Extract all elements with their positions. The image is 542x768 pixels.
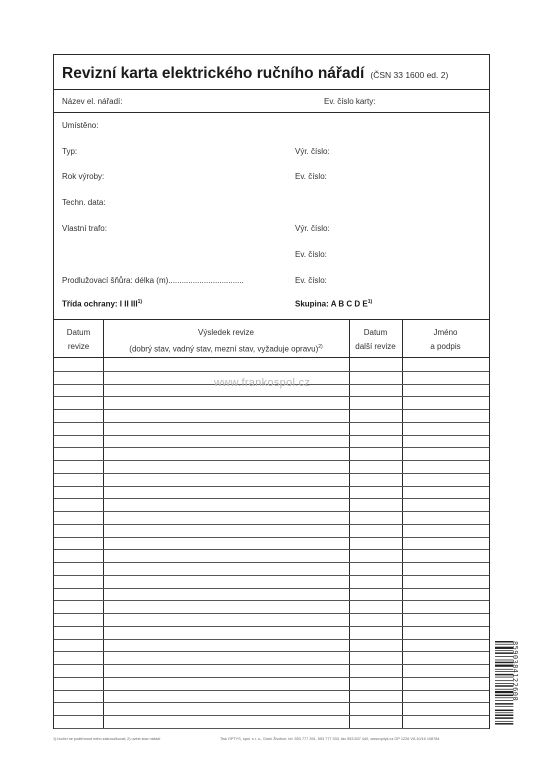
tool-name-label: Název el. nářadí: [62, 97, 123, 106]
header-revision-result [103, 326, 349, 357]
footer-notes: 1) hodící se podtrhnout nebo zakroužkovat; 2) uvést stav nářadí [53, 737, 161, 741]
table-row [54, 588, 489, 589]
protection-class-label [62, 299, 142, 309]
header-revision-date [54, 326, 103, 354]
table-row [54, 511, 489, 512]
own-transformer-label: Vlastní trafo: [62, 224, 107, 233]
trafo-serial-label: Výr. číslo: [295, 224, 330, 233]
table-header [54, 320, 489, 358]
table-row [54, 473, 489, 474]
table-row [54, 613, 489, 614]
evidence-label: Ev. číslo: [295, 172, 327, 181]
table-row [54, 524, 489, 525]
header-revision-result-line2 [103, 340, 349, 357]
header-next-revision-line1: Datum [363, 328, 388, 337]
table-row [54, 537, 489, 538]
table-row [54, 486, 489, 487]
serial-label: Výr. číslo: [295, 147, 330, 156]
table-rows [54, 358, 489, 728]
table-row [54, 715, 489, 716]
table-row [54, 690, 489, 691]
year-label: Rok výroby: [62, 172, 105, 181]
table-row [54, 728, 489, 729]
barcode-digits: 8590384122600 [511, 641, 519, 701]
table-row [54, 396, 489, 397]
group-label [295, 299, 372, 309]
title-text: Revizní karta elektrického ručního nářadí [62, 65, 365, 82]
table-row [54, 702, 489, 703]
header-name-signature-line2: a podpis [430, 342, 461, 351]
table-row [54, 460, 489, 461]
revision-card-form [53, 54, 490, 729]
norm-reference: (ČSN 33 1600 ed. 2) [370, 70, 449, 80]
group-note: 1) [367, 299, 373, 305]
table-row [54, 626, 489, 627]
page-title [62, 65, 448, 83]
title-row [54, 55, 489, 90]
location-label: Umístěno: [62, 121, 99, 130]
table-row [54, 498, 489, 499]
header-name-signature [402, 326, 489, 354]
table-row [54, 664, 489, 665]
tech-data-label: Techn. data: [62, 198, 106, 207]
table-row [54, 639, 489, 640]
watermark: www.frankospol.cz [214, 377, 311, 389]
header-revision-result-hint: (dobrý stav, vadný stav, mezní stav, vyžaduje opravu) [129, 344, 319, 354]
protection-class-text: Třída ochrany: I II III [62, 299, 138, 309]
trafo-evidence-label: Ev. číslo: [295, 250, 327, 259]
table-row [54, 651, 489, 652]
card-evidence-label: Ev. číslo karty: [324, 97, 376, 106]
info-section [54, 113, 489, 320]
header-revision-date-line1: Datum [66, 328, 91, 337]
table-row [54, 447, 489, 448]
footer-publisher: Tisk OPTYS, spol. s r. o., Dolní Životice, tel. 553 777 391, 553 777 333, fax 553 637 440, www.optys.cz OP 1226 VII-10/16 108784 [220, 737, 440, 741]
header-result-note: 2) [318, 344, 323, 350]
protection-class-note: 1) [137, 299, 143, 305]
header-name-signature-line1: Jméno [433, 328, 458, 337]
type-label: Typ: [62, 147, 78, 156]
cord-evidence-label: Ev. číslo: [295, 276, 327, 285]
table-row [54, 600, 489, 601]
table-row [54, 409, 489, 410]
extension-cord-label: Prodlužovací šňůra: délka (m).................................. [62, 276, 244, 285]
table-row [54, 562, 489, 563]
table-row [54, 435, 489, 436]
header-revision-result-line1: Výsledek revize [197, 328, 255, 337]
group-text: Skupina: A B C D E [295, 299, 368, 309]
table-row [54, 575, 489, 576]
table-row [54, 549, 489, 550]
name-row [54, 90, 489, 113]
header-next-revision [349, 326, 402, 354]
header-next-revision-line2: další revize [355, 342, 396, 351]
table-row [54, 422, 489, 423]
table-row [54, 677, 489, 678]
header-revision-date-line2: revize [67, 342, 90, 351]
table-row [54, 371, 489, 372]
